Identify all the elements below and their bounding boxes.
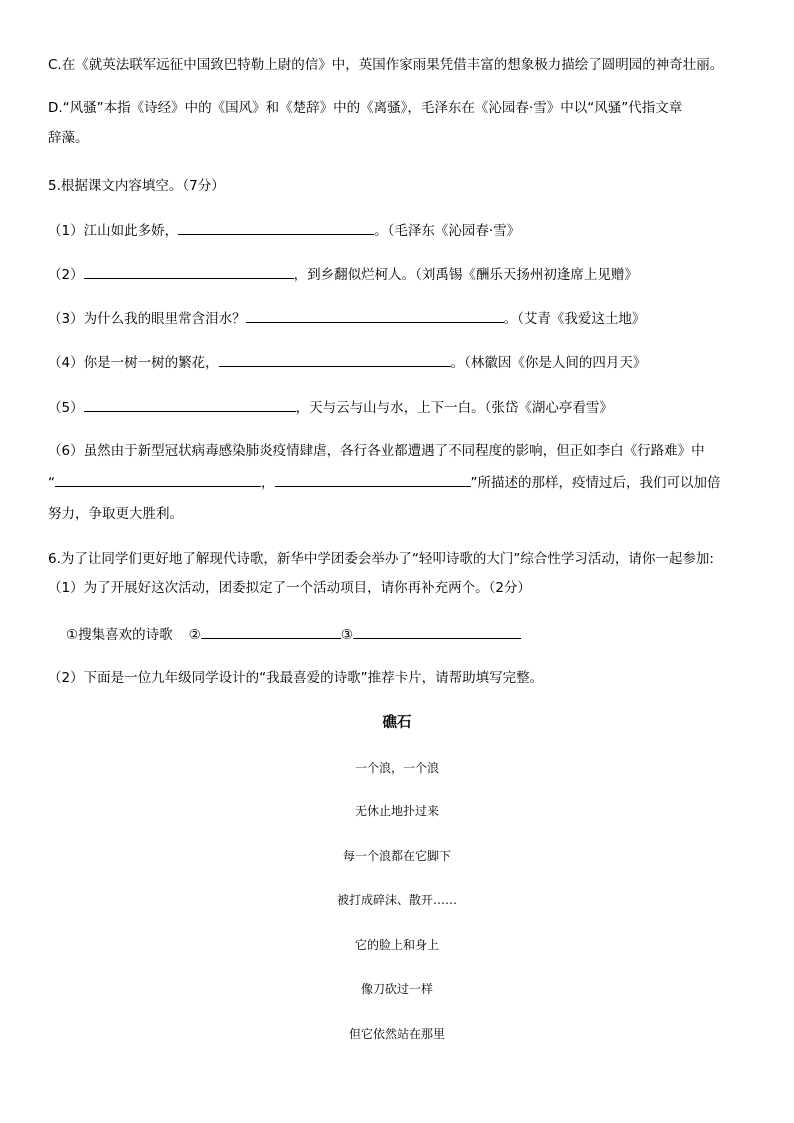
q5-item-2-suffix: ，到乡翻似烂柯人。（刘禹锡《酬乐天扬州初逢席上见赠》 bbox=[293, 267, 638, 283]
q6-option-2-label: ② bbox=[188, 627, 201, 643]
option-d-text-line1: D.“风骚”本指《诗经》中的《国风》和《楚辞》中的《离骚》，毛泽东在《沁园春·雪》中以“风骚”代指文章 bbox=[48, 100, 683, 116]
q5-item-2 bbox=[48, 264, 764, 285]
q6-option-2-blank[interactable] bbox=[201, 624, 341, 639]
q5-item-6-line2 bbox=[48, 472, 764, 493]
q5-item-1-blank[interactable] bbox=[178, 220, 374, 235]
poem-line: 被打成碎沫、散开…… bbox=[336, 893, 457, 907]
q6-options-row bbox=[66, 624, 764, 645]
q6-option-3-blank[interactable] bbox=[353, 624, 521, 639]
q5-item-2-prefix: （2） bbox=[48, 267, 84, 283]
question-6-heading: 6.为了让同学们更好地了解现代诗歌，新华中学团委会举办了“轻叩诗歌的大门”综合性学习活动，请你一起参加: bbox=[48, 551, 714, 567]
q5-item-4-prefix: （4）你是一树一树的繁花， bbox=[48, 355, 219, 371]
q5-item-6-open-quote: “ bbox=[48, 475, 55, 491]
q5-item-1 bbox=[48, 220, 764, 241]
q5-item-4-suffix: 。（林徽因《你是人间的四月天》 bbox=[450, 355, 647, 371]
q6-option-1: ①搜集喜欢的诗歌 bbox=[66, 627, 173, 643]
option-c-text: C.在《就英法联军远征中国致巴特勒上尉的信》中，英国作家雨果凭借丰富的想象极力描绘了圆明园的神奇壮丽。 bbox=[48, 57, 724, 73]
q5-item-6-blank-b[interactable] bbox=[275, 472, 471, 487]
q5-item-2-blank[interactable] bbox=[84, 264, 294, 279]
q5-item-4-blank[interactable] bbox=[219, 352, 451, 367]
q5-item-1-prefix: （1）江山如此多娇， bbox=[48, 223, 179, 239]
q5-item-6-blank-a[interactable] bbox=[55, 472, 261, 487]
q5-item-3-blank[interactable] bbox=[246, 308, 504, 323]
q6-part-1: （1）为了开展好这次活动，团委拟定了一个活动项目，请你再补充两个。（2分） bbox=[48, 580, 531, 596]
q5-item-6-line1: （6）虽然由于新型冠状病毒感染肺炎疫情肆虐，各行各业都遭遇了不同程度的影响，但正如李白《行路难》中 bbox=[48, 443, 705, 459]
poem-title: 礁石 bbox=[382, 715, 412, 731]
poem-line: 每一个浪都在它脚下 bbox=[342, 849, 451, 863]
poem-line: 但它依然站在那里 bbox=[348, 1027, 445, 1041]
poem-line: 无休止地扑过来 bbox=[354, 804, 439, 818]
q5-item-3-prefix: （3）为什么我的眼里常含泪水？ bbox=[48, 311, 246, 327]
q5-item-6-line3: 努力，争取更大胜利。 bbox=[48, 506, 183, 522]
poem-line: 它的脸上和身上 bbox=[354, 938, 439, 952]
q5-item-6-after: ”所描述的那样，疫情过后，我们可以加倍 bbox=[470, 475, 721, 491]
q5-item-3-suffix: 。（艾青《我爱这土地》 bbox=[503, 311, 646, 327]
q5-item-4 bbox=[48, 352, 764, 373]
question-5-heading: 5.根据课文内容填空。（7分） bbox=[48, 178, 225, 194]
q5-item-6-comma: ， bbox=[261, 475, 275, 491]
poem-line: 像刀砍过一样 bbox=[360, 982, 433, 996]
q6-part-2: （2）下面是一位九年级同学设计的“我最喜爱的诗歌”推荐卡片，请帮助填写完整。 bbox=[48, 670, 544, 686]
q5-item-5-suffix: ，天与云与山与水，上下一白。（张岱《湖心亭看雪》 bbox=[295, 400, 613, 416]
q6-option-3-label: ③ bbox=[340, 627, 353, 643]
option-d-text-line2: 辞藻。 bbox=[48, 130, 89, 146]
q5-item-5-blank[interactable] bbox=[84, 397, 296, 412]
poem-line: 一个浪，一个浪 bbox=[354, 761, 439, 775]
q5-item-5 bbox=[48, 397, 764, 418]
q5-item-5-prefix: （5） bbox=[48, 400, 84, 416]
q5-item-3 bbox=[48, 308, 764, 329]
q5-item-1-suffix: 。（毛泽东《沁园春·雪》 bbox=[374, 223, 521, 239]
